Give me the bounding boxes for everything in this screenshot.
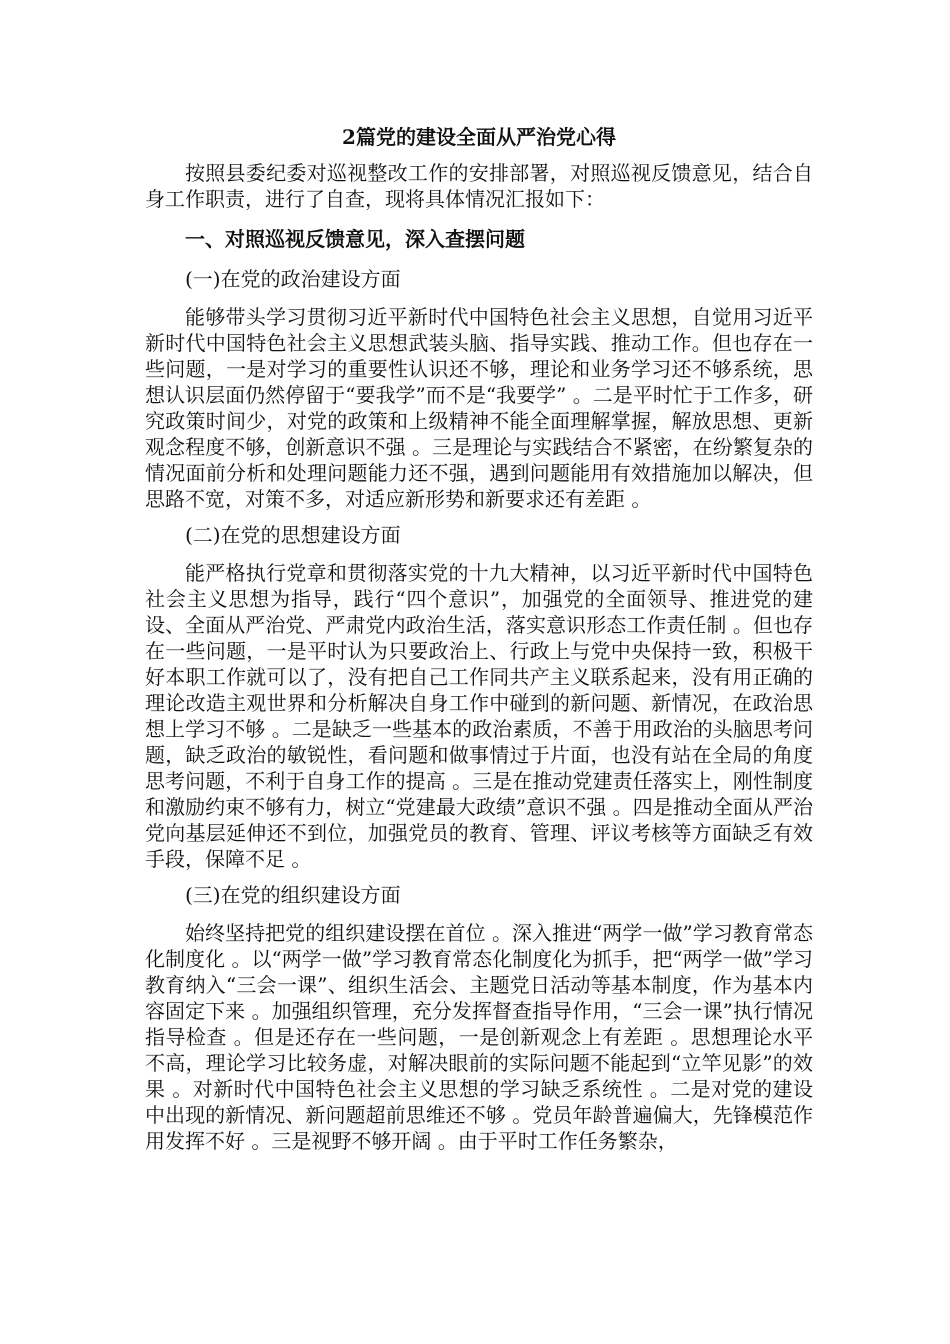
paragraph-political: 能够带头学习贯彻习近平新时代中国特色社会主义思想，自觉用习近平新时代中国特色社会主义思想武装头脑、指导实践、推动工作。但也存在一些问题，一是对学习的重要性认识还不够，理论和业务学习还不够系统，思想认识层面仍然停留于“要我学”而不是“我要学” 。二是平时忙于工作多，研究政策时间少，对党的政策和上级精神不能全面理解掌握，解放思想、更新观念程度不够，创新意识不强 。三是理论与实践结合不紧密，在纷繁复杂的情况面前分析和处理问题能力还不强，遇到问题能用有效措施加以解决，但思路不宽，对策不多，对适应新形势和新要求还有差距 。: [145, 305, 813, 511]
document-page: [145, 122, 813, 1162]
subsection-heading-ideological: (二)在党的思想建设方面: [185, 523, 401, 547]
paragraph-ideological: 能严格执行党章和贯彻落实党的十九大精神，以习近平新时代中国特色社会主义思想为指导，践行“四个意识”，加强党的全面领导、推进党的建设、全面从严治党、严肃党内政治生活，落实意识形态工作责任制 。但也存在一些问题，一是平时认为只要政治上、行政上与党中央保持一致，积极干好本职工作就可以了，没有把自己工作同共产主义联系起来，没有用正确的理论改造主观世界和分析解决自身工作中碰到的新问题、新情况，在政治思想上学习不够 。二是缺乏一些基本的政治素质，不善于用政治的头脑思考问题，缺乏政治的敏锐性，看问题和做事情过于片面，也没有站在全局的角度思考问题，不利于自身工作的提高 。三是在推动党建责任落实上，刚性制度和激励约束不够有力，树立“党建最大政绩”意识不强 。四是推动全面从严治党向基层延伸还不到位，加强党员的教育、管理、评议考核等方面缺乏有效手段，保障不足 。: [145, 561, 813, 871]
document-title: 2篇党的建设全面从严治党心得: [342, 125, 616, 149]
subsection-heading-political: (一)在党的政治建设方面: [185, 267, 401, 291]
intro-paragraph: 按照县委纪委对巡视整改工作的安排部署，对照巡视反馈意见，结合自身工作职责，进行了自查，现将具体情况汇报如下：: [145, 161, 813, 211]
subsection-heading-organizational: (三)在党的组织建设方面: [185, 883, 401, 907]
paragraph-organizational: 始终坚持把党的组织建设摆在首位 。深入推进“两学一做”学习教育常态化制度化 。以“两学一做”学习教育常态化制度化为抓手，把“两学一做”学习教育纳入“三会一课”、组织生活会、主题党日活动等基本制度，作为基本内容固定下来 。加强组织管理，充分发挥督查指导作用，“三会一课”执行情况指导检查 。但是还存在一些问题，一是创新观念上有差距 。思想理论水平不高，理论学习比较务虚，对解决眼前的实际问题不能起到“立竿见影”的效果 。对新时代中国特色社会主义思想的学习缺乏系统性 。二是对党的建设中出现的新情况、新问题超前思维还不够 。党员年龄普遍偏大，先锋模范作用发挥不好 。三是视野不够开阔 。由于平时工作任务繁杂，: [145, 921, 813, 1153]
section-heading-1: 一、对照巡视反馈意见，深入查摆问题: [185, 227, 525, 251]
